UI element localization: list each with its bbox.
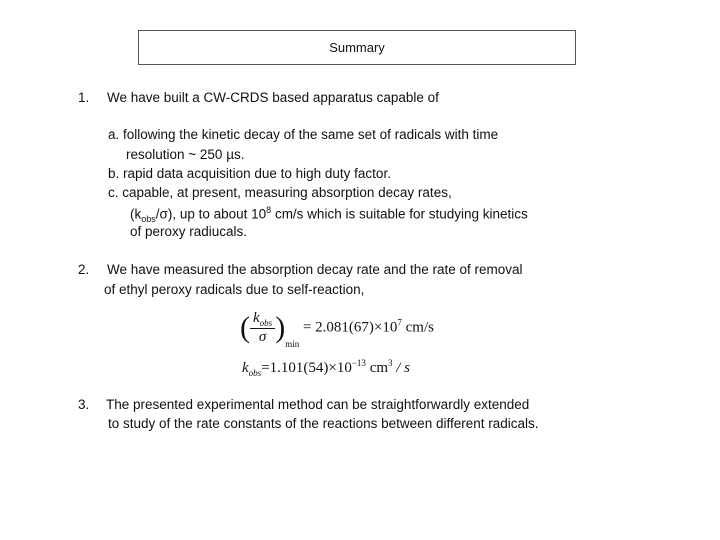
sub-item-a: a. following the kinetic decay of the same set of radicals with time xyxy=(108,127,499,142)
sub-item-c-cont2: of peroxy radiucals. xyxy=(130,224,248,239)
eq-sub: min xyxy=(285,339,300,350)
eq-text: / s xyxy=(392,360,411,376)
eq-sup: −13 xyxy=(351,358,366,368)
sub-item-c-cont xyxy=(130,205,528,224)
item-text-cont: of ethyl peroxy radicals due to self-reaction, xyxy=(104,282,365,297)
item-text: The presented experimental method can be straightforwardly extended xyxy=(106,397,530,412)
item-text-cont: to study of the rate constants of the reactions between different radicals. xyxy=(108,416,539,431)
text: (k xyxy=(130,206,142,222)
eq-text: cm/s xyxy=(401,319,434,336)
eq-den: σ xyxy=(258,329,267,345)
eq-sup: 3 xyxy=(388,358,393,368)
title-box xyxy=(138,30,576,65)
eq-sub: obs xyxy=(259,318,273,328)
eq-text: = 2.081(67)×10 xyxy=(302,319,398,336)
eq-text: k xyxy=(242,360,249,376)
equation-2 xyxy=(242,358,410,378)
title: Summary xyxy=(329,40,385,55)
eq-sub: obs xyxy=(248,368,262,378)
item-number: 3. xyxy=(78,397,90,412)
item-number: 2. xyxy=(78,262,90,277)
eq-sup: 7 xyxy=(397,317,402,328)
text: /σ), up to about 10 xyxy=(155,206,267,222)
item-text: We have built a CW-CRDS based apparatus capable of xyxy=(107,90,439,105)
superscript: 8 xyxy=(266,205,272,215)
text: cm/s which is suitable for studying kinetics xyxy=(271,206,528,222)
item-text: We have measured the absorption decay rate and the rate of removal xyxy=(107,262,523,277)
equation-1: ( $\frac{k_{obs}}{\sigma}$ )$_{min} = 2.081(67)\times 10^7$ cm/s xyxy=(240,310,434,350)
sub-item-a-cont: resolution ~ 250 µs. xyxy=(126,147,245,162)
sub-item-c: c. capable, at present, measuring absorption decay rates, xyxy=(108,185,452,200)
eq-text: k xyxy=(253,310,260,326)
item-number: 1. xyxy=(78,90,90,105)
sub-item-b: b. rapid data acquisition due to high duty factor. xyxy=(108,166,391,181)
eq-text: =1.101(54)×10 xyxy=(261,360,352,376)
subscript: obs xyxy=(141,214,156,225)
eq-text: cm xyxy=(365,360,389,376)
